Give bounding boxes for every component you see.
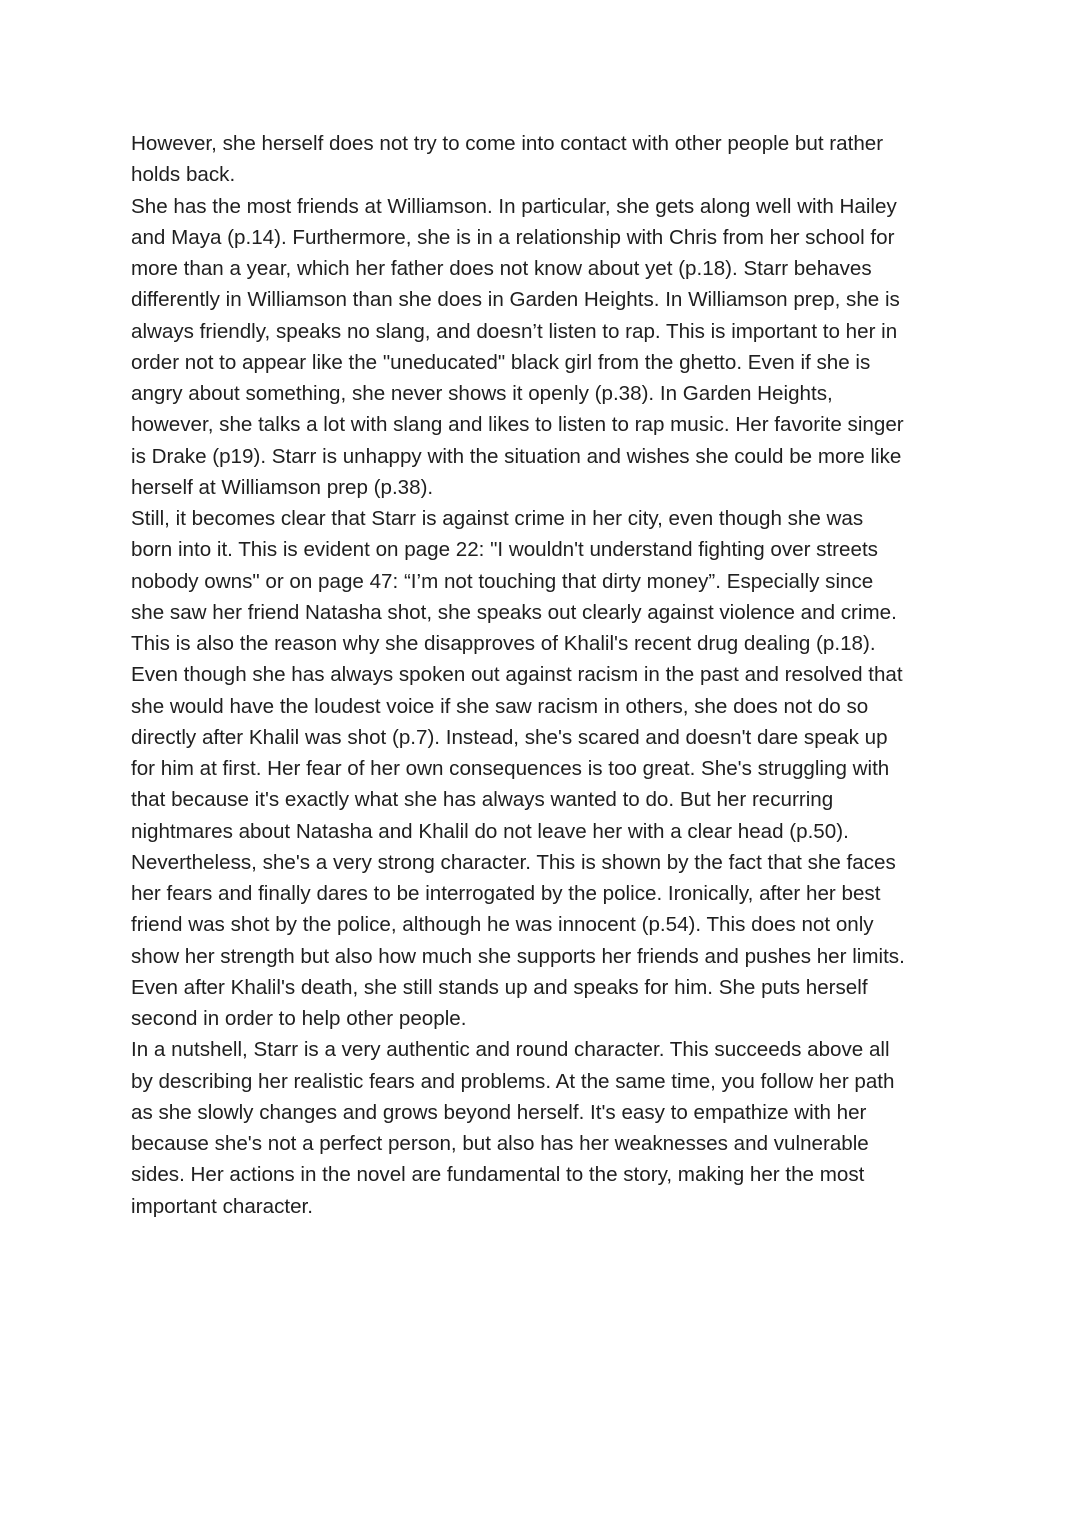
text-line: she would have the loudest voice if she saw racism in others, she does not do so	[131, 694, 869, 718]
text-line: and Maya (p.14). Furthermore, she is in a relationship with Chris from her school for	[131, 225, 895, 249]
text-line: because she's not a perfect person, but also has her weaknesses and vulnerable	[131, 1132, 869, 1155]
text-line: more than a year, which her father does not know about yet (p.18). Starr behaves	[131, 257, 872, 280]
text-line: is Drake (p19). Starr is unhappy with the situation and wishes she could be more like	[131, 444, 902, 468]
text-line: second in order to help other people.	[131, 1007, 467, 1030]
text-line: She has the most friends at Williamson. In particular, she gets along well with Hailey	[131, 194, 897, 218]
text-line: important character.	[131, 1194, 313, 1218]
text-line: Even after Khalil's death, she still stands up and speaks for him. She puts herself	[131, 975, 868, 999]
text-line: angry about something, she never shows it openly (p.38). In Garden Heights,	[131, 382, 833, 405]
text-line: she saw her friend Natasha shot, she speaks out clearly against violence and crime.	[131, 600, 897, 624]
text-line: holds back.	[131, 163, 236, 187]
text-line: Nevertheless, she's a very strong character. This is shown by the fact that she faces	[131, 850, 896, 874]
text-line: In a nutshell, Starr is a very authentic and round character. This succeeds above all	[131, 1038, 890, 1062]
text-line: nightmares about Natasha and Khalil do not leave her with a clear head (p.50).	[131, 819, 849, 843]
text-line: However, she herself does not try to come into contact with other people but rather	[131, 132, 884, 155]
document-body-text	[131, 128, 961, 1222]
text-line: show her strength but also how much she supports her friends and pushes her limits.	[131, 944, 905, 968]
text-line: friend was shot by the police, although he was innocent (p.54). This does not only	[131, 913, 874, 937]
text-line: herself at Williamson prep (p.38).	[131, 475, 434, 499]
text-line: that because it's exactly what she has always wanted to do. But her recurring	[131, 788, 834, 812]
text-line: as she slowly changes and grows beyond herself. It's easy to empathize with her	[131, 1100, 867, 1124]
text-line: differently in Williamson than she does in Garden Heights. In Williamson prep, she is	[131, 288, 900, 312]
text-line: her fears and finally dares to be interrogated by the police. Ironically, after her best	[131, 882, 881, 905]
text-line: born into it. This is evident on page 22: "I wouldn't understand fighting over streets	[131, 538, 878, 562]
text-line: Still, it becomes clear that Starr is against crime in her city, even though she was	[131, 507, 864, 530]
text-line: nobody owns" or on page 47: “I’m not touching that dirty money”. Especially since	[131, 569, 874, 593]
text-line: however, she talks a lot with slang and likes to listen to rap music. Her favorite singer	[131, 413, 904, 437]
text-line: sides. Her actions in the novel are fundamental to the story, making her the most	[131, 1163, 865, 1187]
text-line: for him at first. Her fear of her own consequences is too great. She's struggling with	[131, 757, 890, 780]
text-line: order not to appear like the "uneducated" black girl from the ghetto. Even if she is	[131, 350, 871, 374]
text-line: always friendly, speaks no slang, and doesn’t listen to rap. This is important to her in	[131, 319, 898, 343]
text-line: by describing her realistic fears and problems. At the same time, you follow her path	[131, 1069, 895, 1093]
text-line: directly after Khalil was shot (p.7). Instead, she's scared and doesn't dare speak up	[131, 725, 888, 749]
text-line: This is also the reason why she disapproves of Khalil's recent drug dealing (p.18).	[131, 632, 876, 655]
text-line: Even though she has always spoken out against racism in the past and resolved that	[131, 663, 903, 687]
